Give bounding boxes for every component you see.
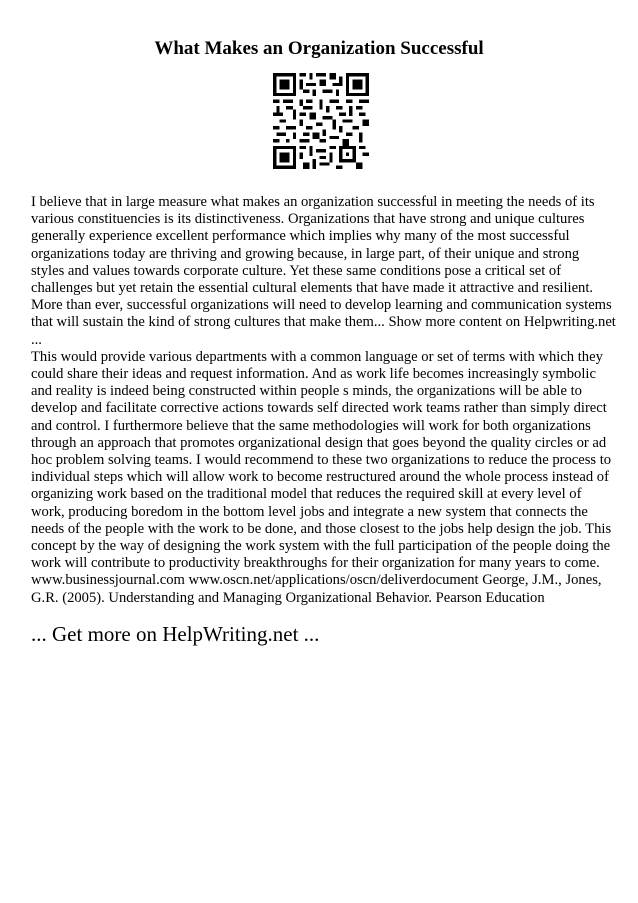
qr-code-icon[interactable]	[273, 73, 369, 169]
page-title: What Makes an Organization Successful	[154, 38, 484, 59]
paragraph-2: This would provide various departments with a common language or set of terms with which they could share their ideas and request information. And as work life becomes increasingly symbolic and reality is indeed being constructed within people s minds, the organizations will be able to develop and facilitate corrective actions towards self directed work teams rather than simply direct and control. I furthermore believe that the same methodologies will work for both organizations through an approach that promotes organizational design that goes beyond the quality circles or ad hoc problem solving teams. I would recommend to these two organizations to reduce the process to individual steps which will allow work to become restructured around the whole process instead of organizing work based on the traditional model that reduces the required skill at every level of work, producing boredom in the bottom level jobs and integrate a new system that connects the needs of the people with the work to be done, and those closest to the jobs help design the job. This concept by the way of designing the work system with the full participation of the people doing the work will contribute to productivity breakthroughs for their organization for many years to come. www.businessjournal.com www.oscn.net/applications/oscn/deliverdocument George, J.M., Jones, G.R. (2005). Understanding and Managing Organizational Behavior. Pearson Education	[31, 348, 612, 606]
get-more-link[interactable]: ... Get more on HelpWriting.net ...	[31, 622, 320, 646]
article-body	[31, 194, 616, 607]
paragraph-1: I believe that in large measure what makes an organization successful in meeting the needs of its various constituencies is its distinctiveness. Organizations that have strong and unique cultures generally experience excellent performance which implies why many of the most successful organizations today are thriving and growing because, in large part, of their unique and strong styles and values towards corporate culture. Yet these same conditions pose a critical set of challenges but yet retain the essential cultural elements that have made it attractive and resilient. More than ever, successful organizations will need to develop learning and communication systems that will sustain the kind of strong cultures that make them... Show more content on Helpwriting.net ...	[31, 194, 616, 348]
